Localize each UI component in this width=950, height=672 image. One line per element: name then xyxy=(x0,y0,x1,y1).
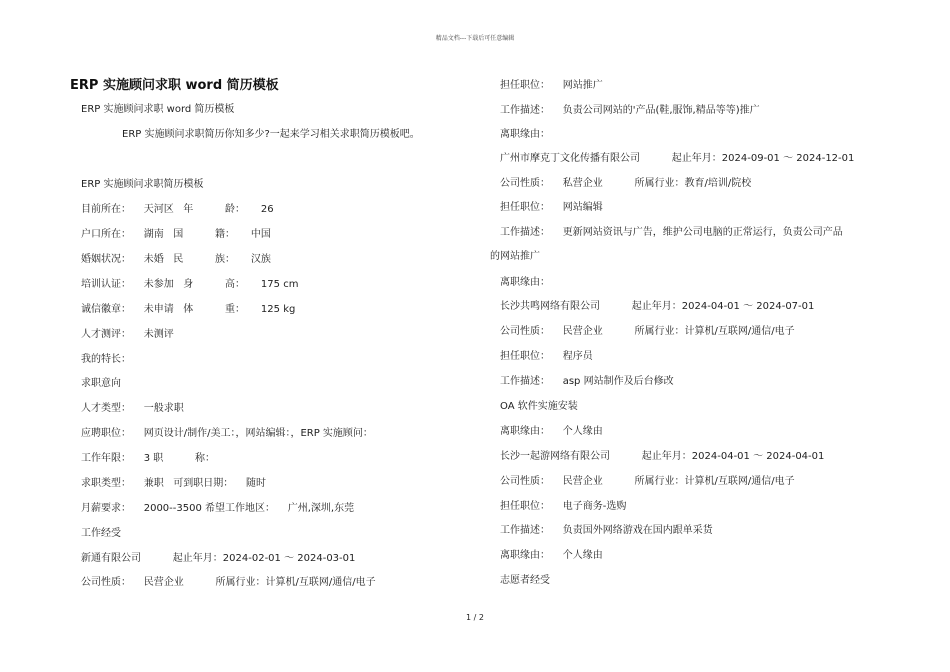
text-line: 人才测评： 未测评 xyxy=(81,329,174,340)
text-line: 担任职位： 电子商务-选购 xyxy=(500,501,627,512)
text-line: 新通有限公司 起止年月：2024-02-01 ～ 2024-03-01 xyxy=(81,553,356,564)
text-line: 工作描述： 更新网站资讯与广告，维护公司电脑的正常运行，负责公司产品 xyxy=(500,227,843,238)
text-line: 月薪要求： 2000--3500 希望工作地区： 广州,深圳,东莞 xyxy=(81,503,355,514)
text-line: 离职缘由： 个人缘由 xyxy=(500,426,603,437)
text-line: 的网站推广 xyxy=(490,251,540,262)
text-line: 担任职位： 网站编辑 xyxy=(500,202,603,213)
text-line: 目前所在： 天河区 年 龄： 26 xyxy=(81,204,274,215)
text-line: 工作描述： asp 网站制作及后台修改 xyxy=(500,376,674,387)
text-line: 培训认证： 未参加 身 高： 175 cm xyxy=(81,279,299,290)
text-line: 公司性质： 民营企业 所属行业：计算机/互联网/通信/电子 xyxy=(500,326,795,337)
text-line: 离职缘由： xyxy=(500,129,550,140)
text-line: 我的特长： xyxy=(81,354,131,365)
text-line: ERP 实施顾问求职简历你知多少?一起来学习相关求职简历模板吧。 xyxy=(122,129,420,140)
text-line: 工作年限： 3 职 称： xyxy=(81,453,216,464)
text-line: 公司性质： 民营企业 所属行业：计算机/互联网/通信/电子 xyxy=(81,577,376,588)
text-line: 工作经受 xyxy=(81,528,121,539)
text-line: 应聘职位： 网页设计/制作/美工：，网站编辑：，ERP 实施顾问： xyxy=(81,428,373,439)
text-line: OA 软件实施安装 xyxy=(500,401,578,412)
text-line: 诚信徽章： 未申请 体 重： 125 kg xyxy=(81,304,296,315)
page-header: 精品文档---下载后可任意编辑 xyxy=(435,35,515,42)
text-line: 离职缘由： 个人缘由 xyxy=(500,550,603,561)
text-line: 公司性质： 私营企业 所属行业：教育/培训/院校 xyxy=(500,178,752,189)
page-number: 1 / 2 xyxy=(466,613,484,622)
document-title: ERP 实施顾问求职 word 简历模板 xyxy=(70,78,279,93)
text-line: 离职缘由： xyxy=(500,277,550,288)
text-line: 担任职位： 网站推广 xyxy=(500,80,603,91)
text-line: 长沙一起游网络有限公司 起止年月：2024-04-01 ～ 2024-04-01 xyxy=(500,451,825,462)
text-line: 广州市摩克丁文化传播有限公司 起止年月：2024-09-01 ～ 2024-12-01 xyxy=(500,153,855,164)
text-line: 求职意向 xyxy=(81,378,121,389)
text-line: 长沙共鸣网络有限公司 起止年月：2024-04-01 ～ 2024-07-01 xyxy=(500,301,815,312)
text-line: 户口所在： 湖南 国 籍： 中国 xyxy=(81,229,271,240)
text-line: 担任职位： 程序员 xyxy=(500,351,593,362)
text-line: ERP 实施顾问求职 word 简历模板 xyxy=(81,104,235,115)
text-line: 志愿者经受 xyxy=(500,575,550,586)
text-line: 人才类型： 一般求职 xyxy=(81,403,184,414)
text-line: 工作描述： 负责国外网络游戏在国内跟单采货 xyxy=(500,525,713,536)
text-line: 求职类型： 兼职 可到职日期： 随时 xyxy=(81,478,266,489)
text-line: 婚姻状况： 未婚 民 族： 汉族 xyxy=(81,254,271,265)
text-line: 公司性质： 民营企业 所属行业：计算机/互联网/通信/电子 xyxy=(500,476,795,487)
text-line: 工作描述： 负责公司网站的'产品(鞋,服饰,精品等等)推广 xyxy=(500,105,760,116)
text-line: ERP 实施顾问求职简历模板 xyxy=(81,179,204,190)
